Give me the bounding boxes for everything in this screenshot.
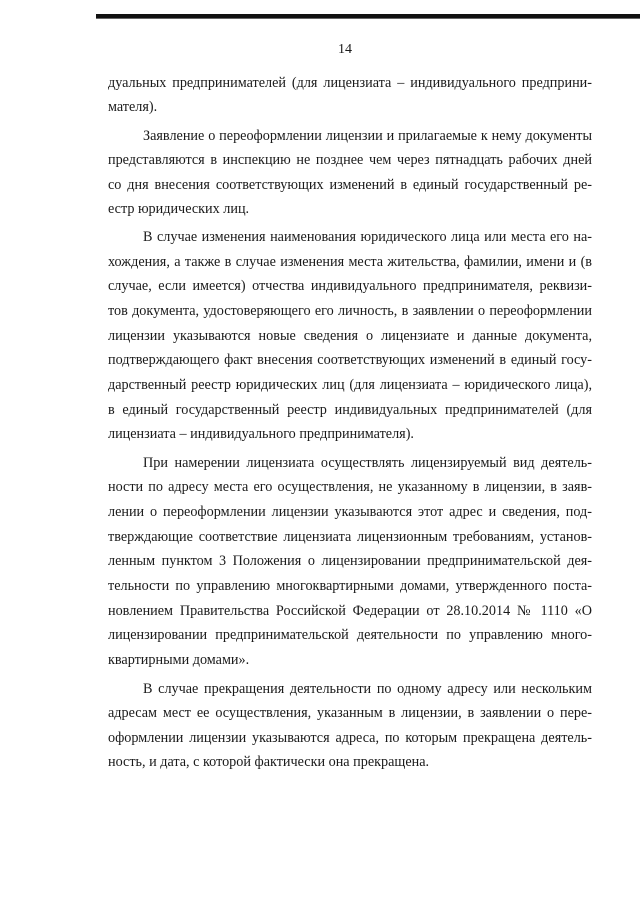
- text-line: мателя).: [108, 99, 158, 115]
- text-line: тельности по управлению многоквартирными домами, утвержденного поста-: [108, 578, 592, 594]
- text-line: новлением Правительства Российской Федерации от 28.10.2014 № 1110 «О: [108, 603, 592, 619]
- text-line: В случае изменения наименования юридического лица или места его на-: [143, 229, 592, 245]
- text-line: адресам мест ее осуществления, указанным в лицензии, в заявлении о пере-: [108, 705, 592, 721]
- text-line: лицензиата – индивидуального предпринимателя).: [108, 426, 414, 442]
- text-line: дарственный реестр юридических лиц (для лицензиата – юридического лица),: [108, 377, 592, 393]
- text-line: подтверждающего факт внесения соответствующих изменений в единый госу-: [108, 352, 592, 368]
- text-line: естр юридических лиц.: [108, 201, 250, 217]
- text-line: В случае прекращения деятельности по одному адресу или нескольким: [143, 681, 592, 697]
- text-line: ность, и дата, с которой фактически она прекращена.: [108, 754, 430, 770]
- top-scan-rule: [96, 14, 640, 18]
- text-line: оформлении лицензии указываются адреса, по которым прекращена деятель-: [108, 730, 592, 746]
- text-line: лицензировании предпринимательской деятельности по управлению много-: [108, 627, 592, 643]
- text-line: лении о переоформлении лицензии указываются этот адрес и сведения, под-: [108, 504, 592, 520]
- text-line: тверждающие соответствие лицензиата лицензионным требованиям, установ-: [108, 529, 592, 545]
- text-line: тов документа, удостоверяющего его личность, в заявлении о переоформлении: [108, 303, 592, 319]
- text-line: ленным пунктом 3 Положения о лицензировании предпринимательской дея-: [108, 553, 592, 569]
- text-line: лицензии указываются новые сведения о лицензиате и данные документа,: [108, 328, 592, 344]
- text-line: со дня внесения соответствующих изменений в единый государственный ре-: [108, 177, 592, 193]
- text-line: хождения, а также в случае изменения места жительства, фамилии, имени и (в: [108, 254, 592, 270]
- text-line: дуальных предпринимателей (для лицензиата – индивидуального предприни-: [108, 75, 592, 91]
- text-line: Заявление о переоформлении лицензии и прилагаемые к нему документы: [143, 128, 592, 144]
- text-line: квартирными домами».: [108, 652, 250, 668]
- text-line: При намерении лицензиата осуществлять лицензируемый вид деятель-: [143, 455, 592, 471]
- text-line: в единый государственный реестр индивидуальных предпринимателей (для: [108, 402, 592, 418]
- text-line: случае, если имеется) отчества индивидуального предпринимателя, реквизи-: [108, 278, 592, 294]
- page-number: 14: [338, 42, 352, 57]
- text-line: ности по адресу места его осуществления, не указанному в лицензии, в заяв-: [108, 479, 592, 495]
- text-line: представляются в инспекцию не позднее чем через пятнадцать рабочих дней: [108, 152, 592, 168]
